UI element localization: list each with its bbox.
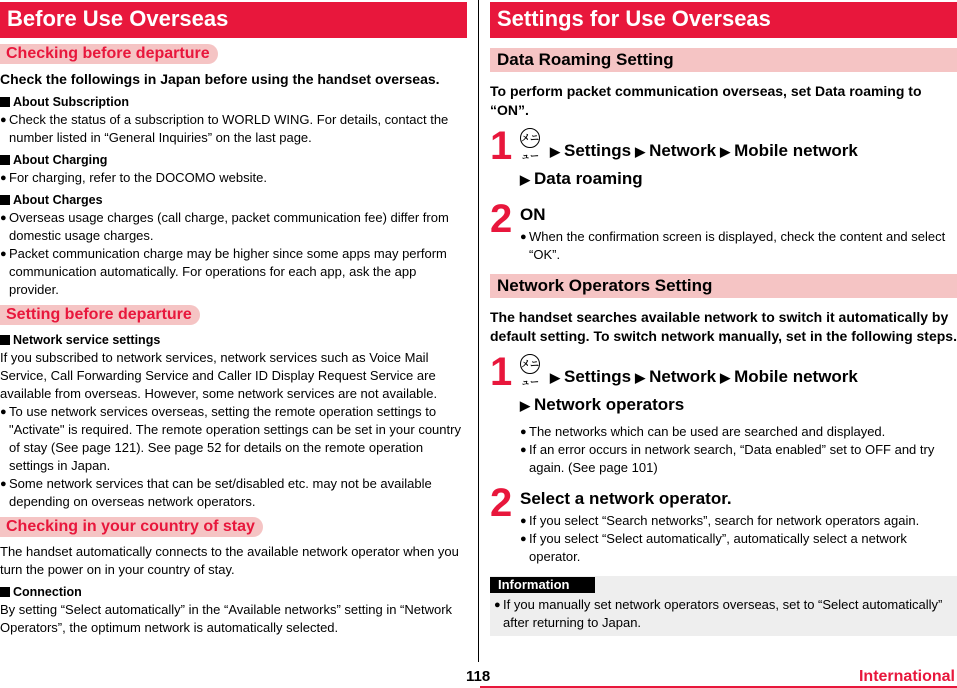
paragraph: By setting “Select automatically” in the “Available networks” setting in “Network Operators”, the optimum network is automatically selected. xyxy=(0,602,453,635)
square-bullet-icon xyxy=(0,587,10,597)
square-bullet-icon xyxy=(0,97,10,107)
section-footer-label: International xyxy=(858,668,955,685)
bullet-icon: ● xyxy=(520,533,527,545)
section-header-network-operators: Network Operators Setting xyxy=(490,274,957,298)
menu-key-icon: メニュー xyxy=(520,128,540,148)
bullet-icon: ● xyxy=(494,599,501,611)
section-header-checking-country-of-stay xyxy=(0,517,467,539)
list-item: ● Overseas usage charges (call charge, packet communication fee) differ from domestic usage charges. xyxy=(0,210,449,243)
subheading-network-service-settings: Network service settings xyxy=(0,331,467,349)
section-title: Checking in your country of stay xyxy=(0,517,263,537)
step-number: 1 xyxy=(490,124,511,168)
arrow-right-icon: ▶ xyxy=(635,144,646,159)
arrow-right-icon: ▶ xyxy=(550,370,560,385)
list-item: ● For charging, refer to the DOCOMO website. xyxy=(0,170,267,185)
column-divider xyxy=(478,0,479,662)
bullet-icon: ● xyxy=(0,478,7,490)
step-1-data-roaming xyxy=(490,124,957,193)
arrow-right-icon: ▶ xyxy=(520,172,530,187)
arrow-right-icon: ▶ xyxy=(550,144,560,159)
list-item: ● Packet communication charge may be higher since some apps may perform communication automatically. For operations for each app, ask the app provider. xyxy=(0,246,447,297)
bullet-icon: ● xyxy=(0,406,7,418)
bullet-icon: ● xyxy=(0,248,7,260)
square-bullet-icon xyxy=(0,195,10,205)
paragraph: The handset automatically connects to the available network operator when you turn the power on in your country of stay. xyxy=(0,544,459,577)
bullet-icon: ● xyxy=(0,114,7,126)
step-2-data-roaming xyxy=(490,197,957,264)
section-header-data-roaming: Data Roaming Setting xyxy=(490,48,957,72)
arrow-right-icon: ▶ xyxy=(720,144,731,159)
list-item: ● If an error occurs in network search, “Data enabled” set to OFF and try again. (See page 101) xyxy=(520,442,935,475)
information-box xyxy=(490,576,957,636)
step-1-network-operators xyxy=(490,350,957,477)
lead-text: To perform packet communication overseas, set Data roaming to “ON”. xyxy=(490,83,922,118)
page-number: 118 xyxy=(466,668,491,685)
subheading-charging: About Charging xyxy=(0,151,467,169)
list-item: ● If you select “Search networks”, search for network operators again. xyxy=(520,513,920,528)
section-header-checking-before-departure xyxy=(0,44,467,66)
section-title: Checking before departure xyxy=(0,44,218,64)
step-number: 2 xyxy=(490,197,511,241)
step-instruction: メニュー ▶ Settings ▶ Network ▶ Mobile network ▶ Data roaming xyxy=(520,128,957,193)
list-item: ● To use network services overseas, setting the remote operation settings to "Activate" is required. The remote operation settings can be set in your country of stay (See page 121). See page 52 for details on the remote operation settings in Japan. xyxy=(0,404,461,473)
step-instruction: Select a network operator. xyxy=(520,489,732,508)
lead-text: Check the followings in Japan before using the handset overseas. xyxy=(0,71,440,87)
list-item: ● The networks which can be used are searched and displayed. xyxy=(520,424,886,439)
list-item: ● When the confirmation screen is displayed, check the content and select “OK”. xyxy=(520,229,946,262)
arrow-right-icon: ▶ xyxy=(635,370,646,385)
list-item: ● If you manually set network operators overseas, set to “Select automatically” after returning to Japan. xyxy=(494,597,943,630)
information-tag: Information xyxy=(490,577,595,593)
menu-key-icon: メニュー xyxy=(520,354,540,374)
left-banner: Before Use Overseas xyxy=(0,2,467,38)
bullet-icon: ● xyxy=(0,212,7,224)
list-item: ● Some network services that can be set/disabled etc. may not be available depending on overseas network operators. xyxy=(0,476,432,509)
bullet-icon: ● xyxy=(520,231,527,243)
step-number: 2 xyxy=(490,481,511,525)
arrow-right-icon: ▶ xyxy=(520,398,530,413)
square-bullet-icon xyxy=(0,155,10,165)
bullet-icon: ● xyxy=(0,172,7,184)
right-banner: Settings for Use Overseas xyxy=(490,2,957,38)
paragraph: If you subscribed to network services, network services such as Voice Mail Service, Call Forwarding Service and Caller ID Display Request Service are available from overseas. However, some network services are not available. xyxy=(0,350,438,401)
subheading-charges: About Charges xyxy=(0,191,467,209)
step-2-network-operators xyxy=(490,481,957,566)
subheading-subscription: About Subscription xyxy=(0,93,467,111)
bullet-icon: ● xyxy=(520,515,527,527)
lead-text: The handset searches available network to switch it automatically by default setting. To switch network manually, set in the following steps. xyxy=(490,309,957,344)
right-column xyxy=(490,0,957,636)
step-instruction: ON xyxy=(520,205,546,224)
left-column xyxy=(0,0,467,637)
step-number: 1 xyxy=(490,350,511,394)
step-instruction: メニュー ▶ Settings ▶ Network ▶ Mobile network ▶ Network operators xyxy=(520,354,957,419)
square-bullet-icon xyxy=(0,335,10,345)
subheading-connection: Connection xyxy=(0,583,467,601)
section-header-setting-before-departure xyxy=(0,305,467,327)
bullet-icon: ● xyxy=(520,426,527,438)
list-item: ● Check the status of a subscription to WORLD WING. For details, contact the number listed in “General Inquiries” on the last page. xyxy=(0,112,449,145)
section-title: Setting before departure xyxy=(0,305,200,325)
arrow-right-icon: ▶ xyxy=(720,370,731,385)
bullet-icon: ● xyxy=(520,444,527,456)
list-item: ● If you select “Select automatically”, automatically select a network operator. xyxy=(520,531,907,564)
